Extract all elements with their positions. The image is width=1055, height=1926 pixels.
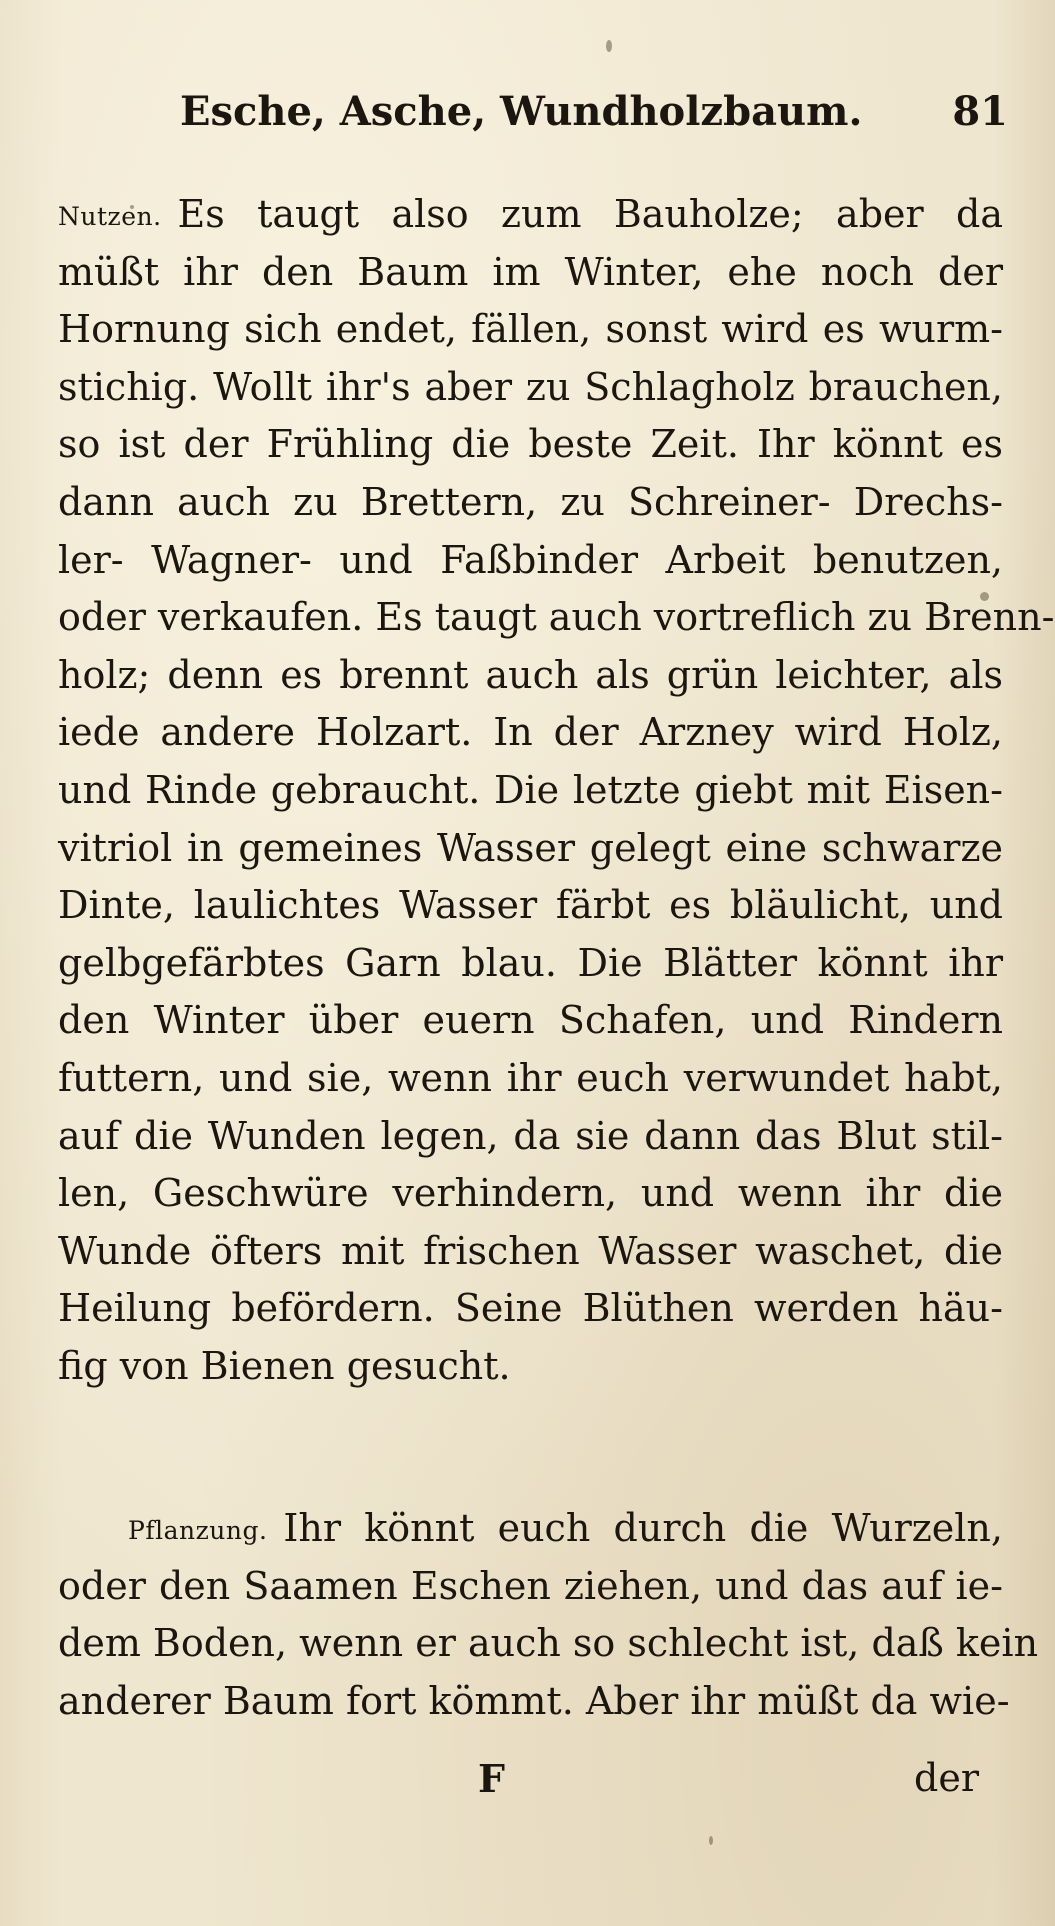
text-line: ler- Wagner- und Faßbinder Arbeit benutzen, <box>58 537 1003 582</box>
page-number: 81 <box>952 88 1008 135</box>
text-line: müßt ihr den Baum im Winter, ehe noch der <box>58 249 1003 294</box>
running-head <box>180 88 1010 148</box>
signature-mark: F <box>478 1756 505 1801</box>
text-line: so ist der Frühling die beste Zeit. Ihr könnt es <box>58 422 1003 467</box>
ink-fleck <box>606 40 612 52</box>
paragraph-pflanzung <box>58 1500 1039 1730</box>
text-line: dem Boden, wenn er auch so schlecht ist, daß kein <box>58 1621 1039 1666</box>
page-footer <box>58 1756 1003 1816</box>
side-note-nutzen: Nutzen. <box>58 202 162 231</box>
text-line: oder verkaufen. Es taugt auch vortreflich zu Brenn- <box>58 595 1055 640</box>
text-line: stichig. Wollt ihr's aber zu Schlagholz brauchen, <box>58 364 1003 409</box>
side-note-pflanzung: Pflanzung. <box>128 1516 268 1545</box>
running-title: Esche, Asche, Wundholzbaum. <box>180 88 863 135</box>
ink-fleck <box>709 1836 713 1845</box>
text-line <box>58 1500 1003 1558</box>
text-line: holz; denn es brennt auch als grün leichter, als <box>58 652 1003 697</box>
text-line: len, Geschwüre verhindern, und wenn ihr die <box>58 1171 1003 1216</box>
text-line: iede andere Holzart. In der Arzney wird Holz, <box>58 710 1003 755</box>
text-line <box>58 186 1003 244</box>
paragraph-nutzen <box>58 186 1055 1395</box>
text-line: gelbgefärbtes Garn blau. Die Blätter könnt ihr <box>58 940 1003 985</box>
text-line: Hornung sich endet, fällen, sonst wird es wurm- <box>58 307 1003 352</box>
line-text: Ihr könnt euch durch die Wurzeln, <box>283 1506 1003 1550</box>
line-text: Es taugt also zum Bauholze; aber da <box>177 192 1003 236</box>
text-line: fig von Bienen gesucht. <box>58 1343 511 1388</box>
text-line: den Winter über euern Schafen, und Rindern <box>58 998 1003 1043</box>
text-line: futtern, und sie, wenn ihr euch verwundet habt, <box>58 1055 1003 1100</box>
text-line: oder den Saamen Eschen ziehen, und das auf ie- <box>58 1563 1003 1608</box>
text-line: Dinte, laulichtes Wasser färbt es bläulicht, und <box>58 883 1003 928</box>
text-line: Wunde öfters mit frischen Wasser waschet, die <box>58 1228 1003 1273</box>
catchword: der <box>914 1756 979 1800</box>
text-line: und Rinde gebraucht. Die letzte giebt mit Eisen- <box>58 767 1003 812</box>
text-line: Heilung befördern. Seine Blüthen werden häu- <box>58 1286 1003 1331</box>
text-line: vitriol in gemeines Wasser gelegt eine schwarze <box>58 825 1003 870</box>
text-line: auf die Wunden legen, da sie dann das Blut stil- <box>58 1113 1003 1158</box>
text-line: anderer Baum fort kömmt. Aber ihr müßt da wie- <box>58 1678 1010 1723</box>
text-line: dann auch zu Brettern, zu Schreiner- Drechs- <box>58 479 1003 524</box>
